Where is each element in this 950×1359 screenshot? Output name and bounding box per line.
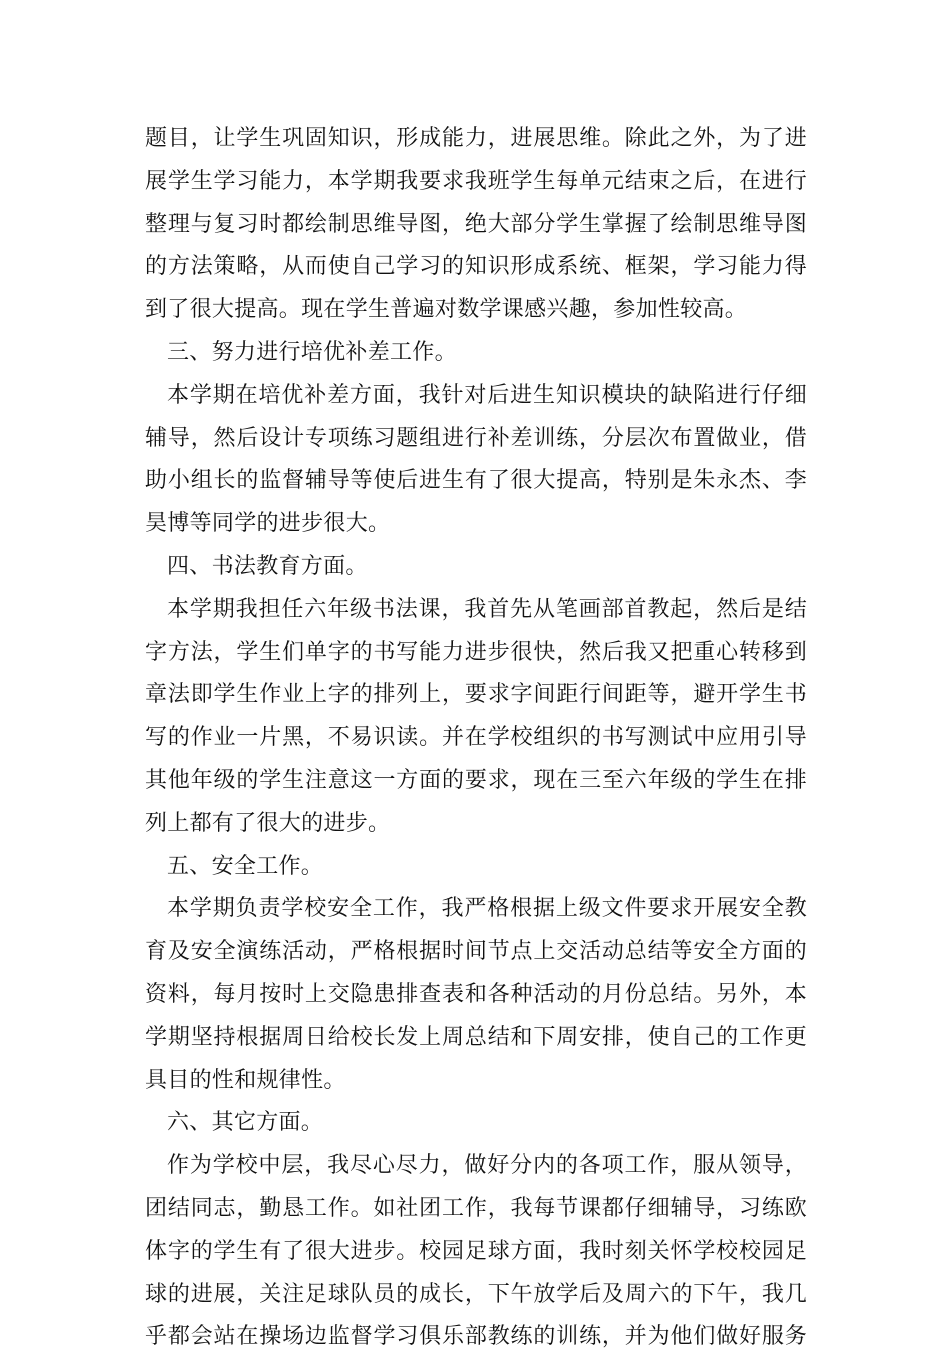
paragraph-line: 到了很大提高。现在学生普遍对数学课感兴趣，参加性较高。 bbox=[145, 297, 748, 323]
paragraph-line: 辅导，然后设计专项练习题组进行补差训练，分层次布置做业，借 bbox=[145, 425, 807, 451]
section-heading-6: 六、其它方面。 bbox=[167, 1110, 324, 1136]
paragraph-line: 展学生学习能力，本学期我要求我班学生每单元结束之后，在进行 bbox=[145, 168, 807, 194]
paragraph-line: 育及安全演练活动，严格根据时间节点上交活动总结等安全方面的 bbox=[145, 939, 807, 965]
paragraph-line: 本学期在培优补差方面，我针对后进生知识模块的缺陷进行仔细 bbox=[167, 382, 807, 408]
section-heading-4: 四、书法教育方面。 bbox=[167, 553, 368, 579]
paragraph-line: 团结同志，勤恳工作。如社团工作，我每节课都仔细辅导，习练欧 bbox=[145, 1195, 807, 1221]
paragraph-line: 体字的学生有了很大进步。校园足球方面，我时刻关怀学校校园足 bbox=[145, 1238, 807, 1264]
section-heading-5: 五、安全工作。 bbox=[167, 853, 324, 879]
paragraph-line: 写的作业一片黑，不易识读。并在学校组织的书写测试中应用引导 bbox=[145, 725, 807, 751]
paragraph-line: 的方法策略，从而使自己学习的知识形成系统、框架，学习能力得 bbox=[145, 254, 807, 280]
paragraph-line: 其他年级的学生注意这一方面的要求，现在三至六年级的学生在排 bbox=[145, 767, 807, 793]
document-body bbox=[145, 118, 807, 1359]
paragraph-line: 资料，每月按时上交隐患排查表和各种活动的月份总结。另外，本 bbox=[145, 981, 807, 1007]
paragraph-line: 球的进展，关注足球队员的成长，下午放学后及周六的下午，我几 bbox=[145, 1281, 807, 1307]
paragraph-line: 具目的性和规律性。 bbox=[145, 1067, 346, 1093]
paragraph-line: 章法即学生作业上字的排列上，要求字间距行间距等，避开学生书 bbox=[145, 682, 807, 708]
paragraph-line: 整理与复习时都绘制思维导图，绝大部分学生掌握了绘制思维导图 bbox=[145, 211, 807, 237]
section-heading-3: 三、努力进行培优补差工作。 bbox=[167, 339, 457, 365]
paragraph-line: 本学期负责学校安全工作，我严格根据上级文件要求开展安全教 bbox=[167, 896, 807, 922]
paragraph-line: 助小组长的监督辅导等使后进生有了很大提高，特别是朱永杰、李 bbox=[145, 468, 807, 494]
paragraph-line: 乎都会站在操场边监督学习俱乐部教练的训练，并为他们做好服务 bbox=[145, 1324, 807, 1350]
paragraph-line: 昊博等同学的进步很大。 bbox=[145, 511, 391, 537]
paragraph-line: 作为学校中层，我尽心尽力，做好分内的各项工作，服从领导， bbox=[167, 1153, 807, 1179]
paragraph-line: 本学期我担任六年级书法课，我首先从笔画部首教起，然后是结 bbox=[167, 596, 807, 622]
paragraph-line: 字方法，学生们单字的书写能力进步很快，然后我又把重心转移到 bbox=[145, 639, 807, 665]
paragraph-line: 学期坚持根据周日给校长发上周总结和下周安排，使自己的工作更 bbox=[145, 1024, 807, 1050]
paragraph-line: 题目，让学生巩固知识，形成能力，进展思维。除此之外，为了进 bbox=[145, 126, 807, 151]
paragraph-line: 列上都有了很大的进步。 bbox=[145, 810, 391, 836]
